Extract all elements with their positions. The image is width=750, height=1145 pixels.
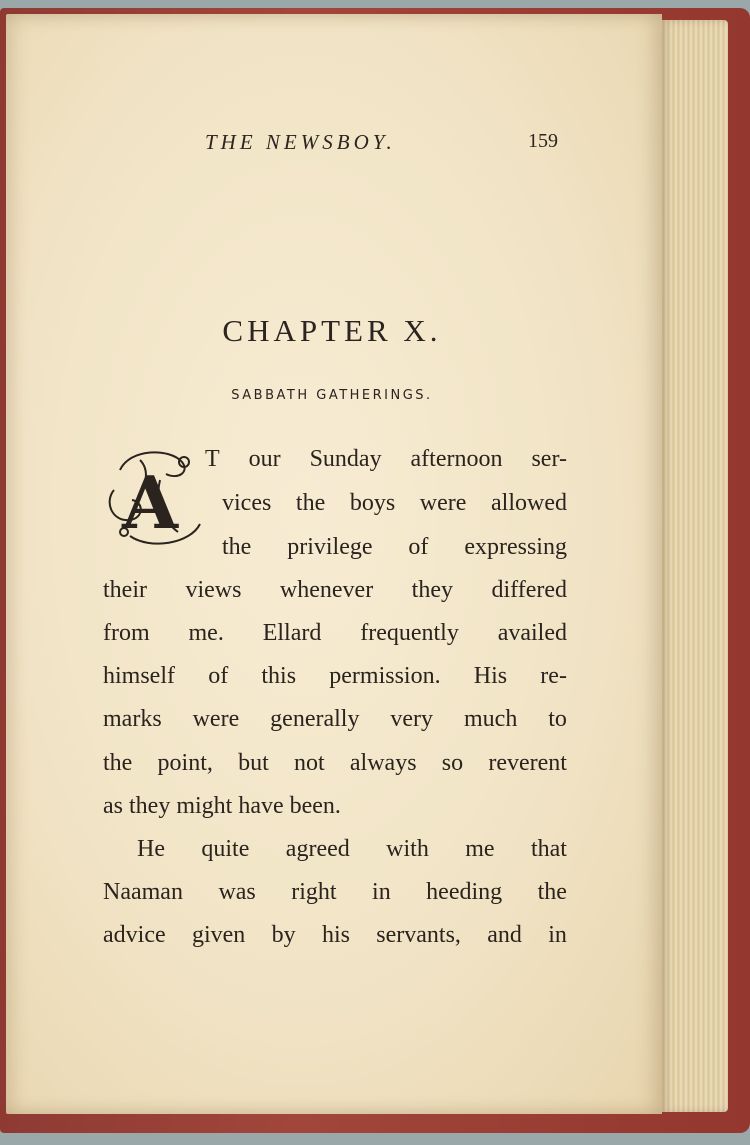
text-line-4: their views whenever they differed <box>103 577 567 603</box>
page-edges <box>660 20 728 1112</box>
chapter-subtitle: SABBATH GATHERINGS. <box>231 388 433 403</box>
text-line-10: He quite agreed with me that <box>137 836 567 862</box>
drop-cap-flourish <box>100 440 212 552</box>
text-line-12: advice given by his servants, and in <box>103 922 567 948</box>
drop-cap-letter: A <box>122 460 178 545</box>
page-number: 159 <box>528 130 558 152</box>
text-line-2: vices the boys were allowed <box>222 490 567 516</box>
text-line-11: Naaman was right in heeding the <box>103 879 567 905</box>
book-page <box>6 14 662 1114</box>
text-line-3: the privilege of expressing <box>222 534 567 560</box>
chapter-title: CHAPTER X. <box>222 313 442 348</box>
running-title: THE NEWSBOY. <box>205 130 396 154</box>
text-line-1: T our Sunday afternoon ser- <box>205 446 567 472</box>
text-line-6: himself of this permission. His re- <box>103 663 567 689</box>
text-line-5: from me. Ellard frequently availed <box>103 620 567 646</box>
ornamental-drop-cap <box>100 440 212 552</box>
text-line-7: marks were generally very much to <box>103 706 567 732</box>
text-line-8: the point, but not always so reverent <box>103 750 567 776</box>
text-line-9: as they might have been. <box>103 793 341 819</box>
